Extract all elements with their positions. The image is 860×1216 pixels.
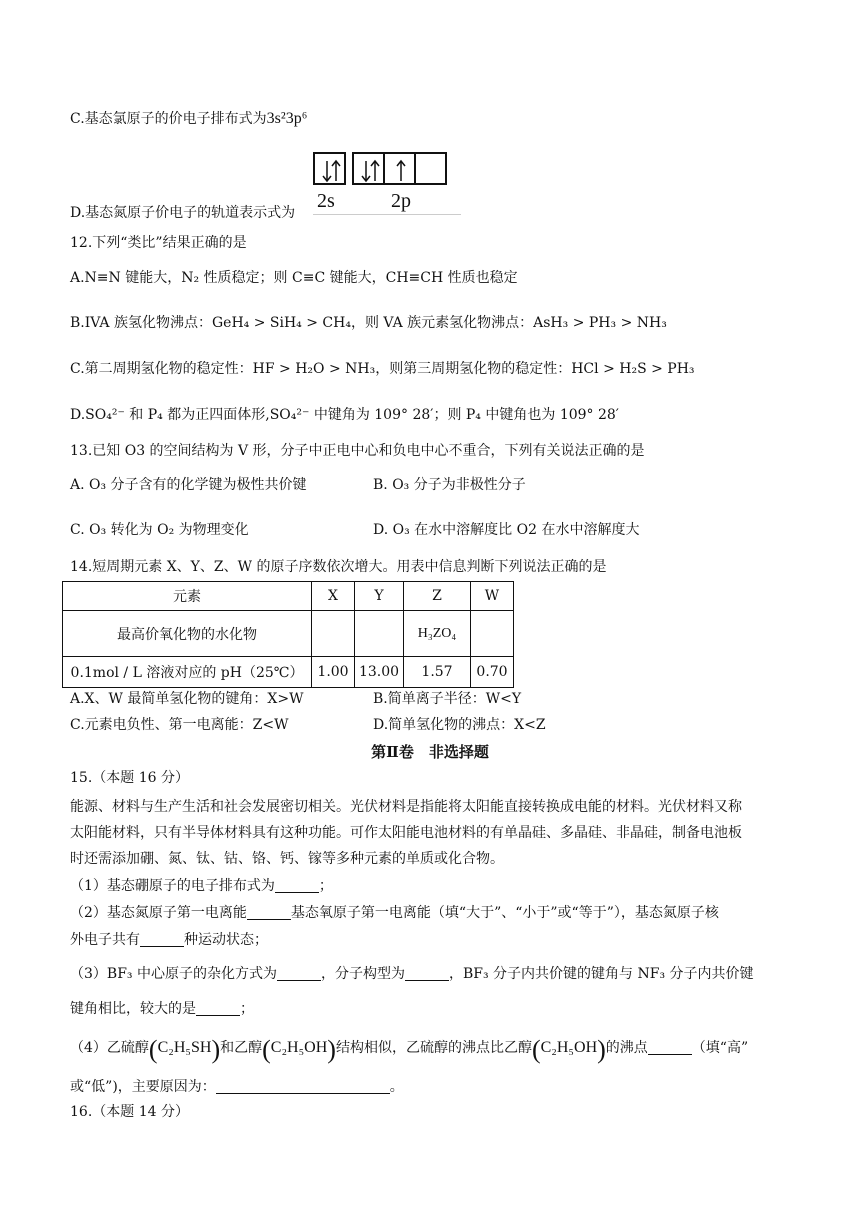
orbital-2p-box-3 bbox=[414, 152, 447, 185]
q12-option-d: D.SO₄²⁻ 和 P₄ 都为正四面体形,SO₄²⁻ 中键角为 109° 28′；则 P₄ 中键角也为 109° 28′ bbox=[70, 407, 619, 423]
orbital-2s-box bbox=[313, 152, 346, 185]
table-row: 元素 X Y Z W bbox=[63, 582, 514, 611]
table-row: 0.1mol / L 溶液对应的 pH（25℃） 1.00 13.00 1.57 0.70 bbox=[63, 657, 514, 688]
q15-sub4-cont: 或“低”)，主要原因为： 。 bbox=[70, 1079, 404, 1095]
q12-stem: 12.下列“类比”结果正确的是 bbox=[70, 235, 247, 251]
orbital-2p-box-2 bbox=[383, 152, 416, 185]
q14-option-a: A.X、W 最简单氢化物的键角：X>W bbox=[70, 691, 304, 707]
q15-sub4: （4）乙硫醇(C₂H₅SH)和乙醇(C₂H₅OH)结构相似，乙硫醇的沸点比乙醇(C₂H₅OH)的沸点 （填“高” bbox=[70, 1035, 749, 1064]
q13-option-b: B. O₃ 分子为非极性分子 bbox=[373, 477, 526, 493]
answer-blank[interactable] bbox=[216, 1079, 390, 1094]
orbital-label-2p: 2p bbox=[391, 190, 411, 212]
q13-option-d: D. O₃ 在水中溶解度比 O2 在水中溶解度大 bbox=[373, 522, 640, 538]
q13-option-c: C. O₃ 转化为 O₂ 为物理变化 bbox=[70, 522, 249, 538]
answer-blank[interactable] bbox=[405, 966, 449, 981]
chlorine-config: 3s²3p⁶ bbox=[266, 110, 308, 127]
q12-option-b: B.IVA 族氢化物沸点：GeH₄ > SiH₄ > CH₄，则 VA 族元素氢化物沸点：AsH₃ > PH₃ > NH₃ bbox=[70, 315, 667, 331]
q15-sub2-cont: 外电子共有 种运动状态； bbox=[70, 932, 268, 948]
answer-blank[interactable] bbox=[648, 1040, 692, 1055]
section-title: 第Ⅱ卷 非选择题 bbox=[371, 743, 489, 761]
table-row: 最高价氧化物的水化物 H₃ZO₄ bbox=[63, 611, 514, 657]
orbital-label-2s: 2s bbox=[317, 190, 335, 212]
q14-option-d: D.简单氢化物的沸点：X<Z bbox=[373, 717, 546, 733]
q15-sub2: （2）基态氮原子第一电离能 基态氧原子第一电离能（填“大于”、“小于”或“等于”），基态氮原子核 bbox=[70, 905, 719, 921]
q14-option-b: B.简单离子半径：W<Y bbox=[373, 691, 522, 707]
q15-sub3-cont: 键角相比，较大的是 ； bbox=[70, 1001, 254, 1017]
answer-blank[interactable] bbox=[140, 932, 184, 947]
q13-stem: 13.已知 O3 的空间结构为 V 形，分子中正电中心和负电中心不重合，下列有关说法正确的是 bbox=[70, 443, 645, 459]
element-table bbox=[62, 581, 514, 688]
q15-paragraph-line: 太阳能材料，只有半导体材料具有这种功能。可作太阳能电池材料的有单晶硅、多晶硅、非晶硅，制备电池板 bbox=[70, 825, 742, 841]
orbital-underline bbox=[313, 214, 461, 215]
ethanol-formula: C₂H₅OH bbox=[540, 1039, 598, 1056]
q13-option-a: A. O₃ 分子含有的化学键为极性共价键 bbox=[70, 477, 307, 493]
q11-option-d: D.基态氮原子价电子的轨道表示式为 bbox=[70, 205, 296, 221]
q12-option-c: C.第二周期氢化物的稳定性：HF > H₂O > NH₃，则第三周期氢化物的稳定性：HCl > H₂S > PH₃ bbox=[70, 361, 695, 377]
orbital-2p-box-1 bbox=[352, 152, 385, 185]
ethanol-formula: C₂H₅OH bbox=[270, 1039, 328, 1056]
q15-sub1: （1）基态硼原子的电子排布式为 ； bbox=[70, 878, 333, 894]
answer-blank[interactable] bbox=[275, 878, 319, 893]
q12-option-a: A.N≡N 键能大，N₂ 性质稳定；则 C≡C 键能大，CH≡CH 性质也稳定 bbox=[70, 270, 518, 286]
answer-blank[interactable] bbox=[277, 966, 321, 981]
answer-blank[interactable] bbox=[196, 1001, 240, 1016]
q15-sub3: （3）BF₃ 中心原子的杂化方式为 ，分子构型为 ，BF₃ 分子内共价键的键角与 NF₃ 分子内共价键 bbox=[70, 966, 754, 982]
q16-header: 16.（本题 14 分） bbox=[70, 1104, 189, 1120]
q15-paragraph-line: 时还需添加硼、氮、钛、钴、铬、钙、镓等多种元素的单质或化合物。 bbox=[70, 851, 504, 867]
q15-header: 15.（本题 16 分） bbox=[70, 770, 189, 786]
ethanethiol-formula: C₂H₅SH bbox=[157, 1039, 212, 1056]
answer-blank[interactable] bbox=[247, 905, 291, 920]
q15-paragraph-line: 能源、材料与生产生活和社会发展密切相关。光伏材料是指能将太阳能直接转换成电能的材料。光伏材料又称 bbox=[70, 799, 742, 815]
q14-stem: 14.短周期元素 X、Y、Z、W 的原子序数依次增大。用表中信息判断下列说法正确的是 bbox=[70, 559, 607, 575]
q14-option-c: C.元素电负性、第一电离能：Z<W bbox=[70, 717, 289, 733]
q11-option-c: C.基态氯原子的价电子排布式为3s²3p⁶ bbox=[70, 110, 308, 127]
